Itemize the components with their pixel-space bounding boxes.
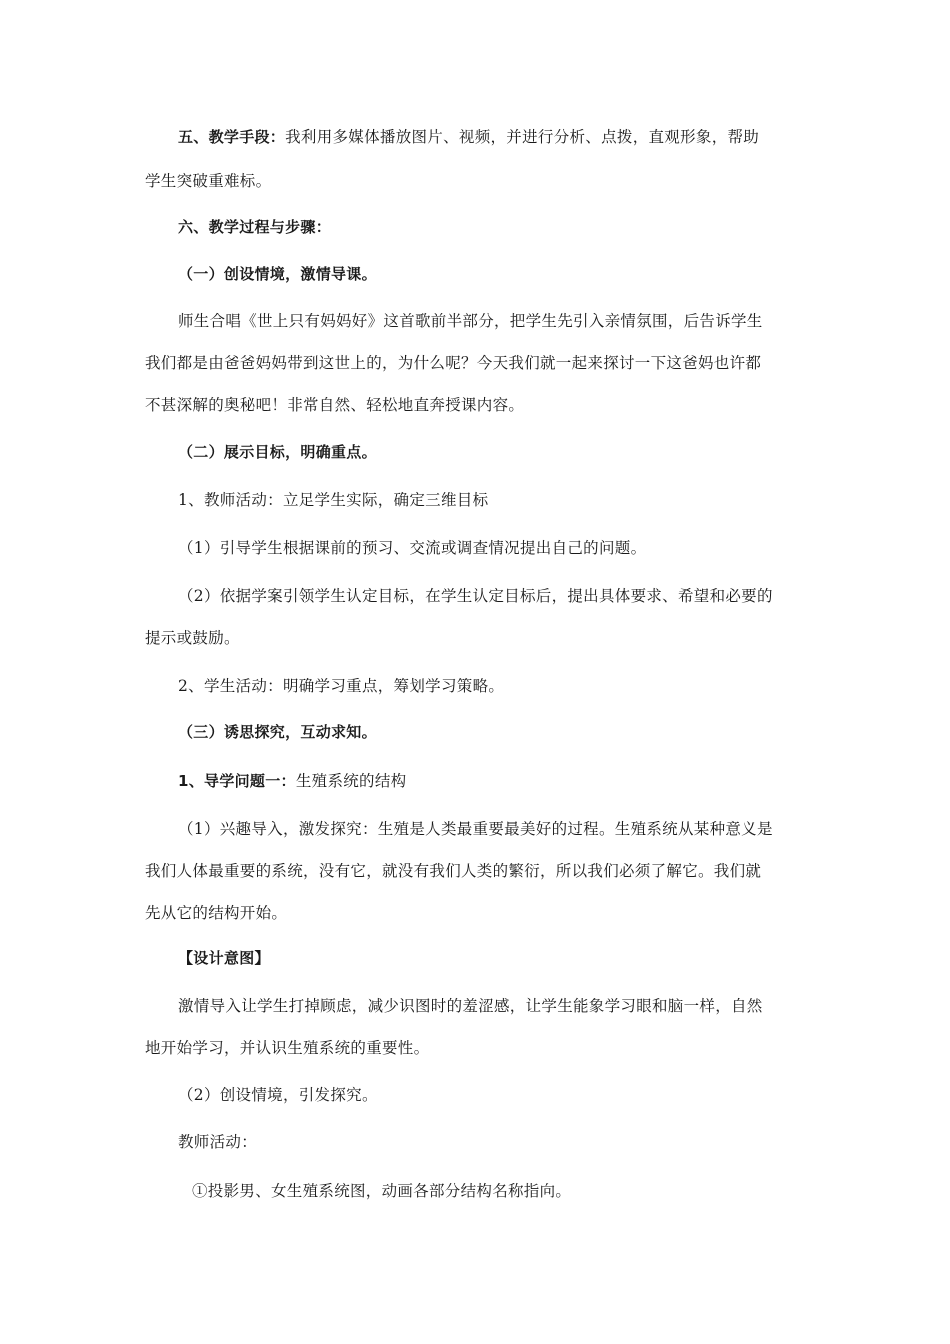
part-2-item-1b: （2）依据学案引领学生认定目标，在学生认定目标后，提出具体要求、希望和必要的 — [178, 587, 773, 605]
section-5-line — [178, 126, 759, 148]
part-3-heading: （三）诱思探究，互动求知。 — [178, 723, 377, 741]
teacher-activity-label: 教师活动： — [178, 1133, 258, 1151]
question-1-paragraph-line-3: 先从它的结构开始。 — [145, 904, 288, 922]
section-5-label: 五、教学手段： — [178, 128, 286, 146]
part-1-paragraph-line-3: 不甚深解的奥秘吧！非常自然、轻松地直奔授课内容。 — [145, 396, 525, 414]
question-1-text: 生殖系统的结构 — [295, 772, 407, 790]
part-1-paragraph-line-2: 我们都是由爸爸妈妈带到这世上的，为什么呢？今天我们就一起来探讨一下这爸妈也许都 — [145, 354, 762, 372]
design-intent-heading: 【设计意图】 — [178, 949, 270, 967]
question-1-paragraph-line-2: 我们人体最重要的系统，没有它，就没有我们人类的繁衍，所以我们必须了解它。我们就 — [145, 862, 762, 880]
question-1-label: 1、导学问题一： — [178, 772, 296, 790]
section-6-heading: 六、教学过程与步骤： — [178, 218, 332, 236]
question-1-paragraph-line-1: （1）兴趣导入，激发探究：生殖是人类最重要最美好的过程。生殖系统从某种意义是 — [178, 820, 773, 838]
part-2-item-1a: （1）引导学生根据课前的预习、交流或调查情况提出自己的问题。 — [178, 539, 647, 557]
question-1-item-2: （2）创设情境，引发探究。 — [178, 1086, 378, 1104]
part-2-heading: （二）展示目标，明确重点。 — [178, 443, 377, 461]
design-intent-line-1: 激情导入让学生打掉顾虑，减少识图时的羞涩感，让学生能象学习眼和脑一样，自然 — [178, 997, 763, 1015]
design-intent-line-2: 地开始学习，并认识生殖系统的重要性。 — [145, 1039, 430, 1057]
part-1-heading: （一）创设情境，激情导课。 — [178, 265, 377, 283]
part-2-item-2: 2、学生活动：明确学习重点，筹划学习策略。 — [178, 677, 505, 695]
question-1-line — [178, 770, 406, 792]
part-2-item-1: 1、教师活动：立足学生实际，确定三维目标 — [178, 491, 489, 509]
section-5-text: 我利用多媒体播放图片、视频，并进行分析、点拨，直观形象，帮助 — [285, 128, 760, 146]
circled-item-1: ①投影男、女生殖系统图，动画各部分结构名称指向。 — [192, 1182, 572, 1200]
section-5-continuation: 学生突破重难标。 — [145, 172, 272, 190]
part-1-paragraph-line-1: 师生合唱《世上只有妈妈好》这首歌前半部分，把学生先引入亲情氛围，后告诉学生 — [178, 312, 763, 330]
part-2-item-1b-continuation: 提示或鼓励。 — [145, 629, 240, 647]
